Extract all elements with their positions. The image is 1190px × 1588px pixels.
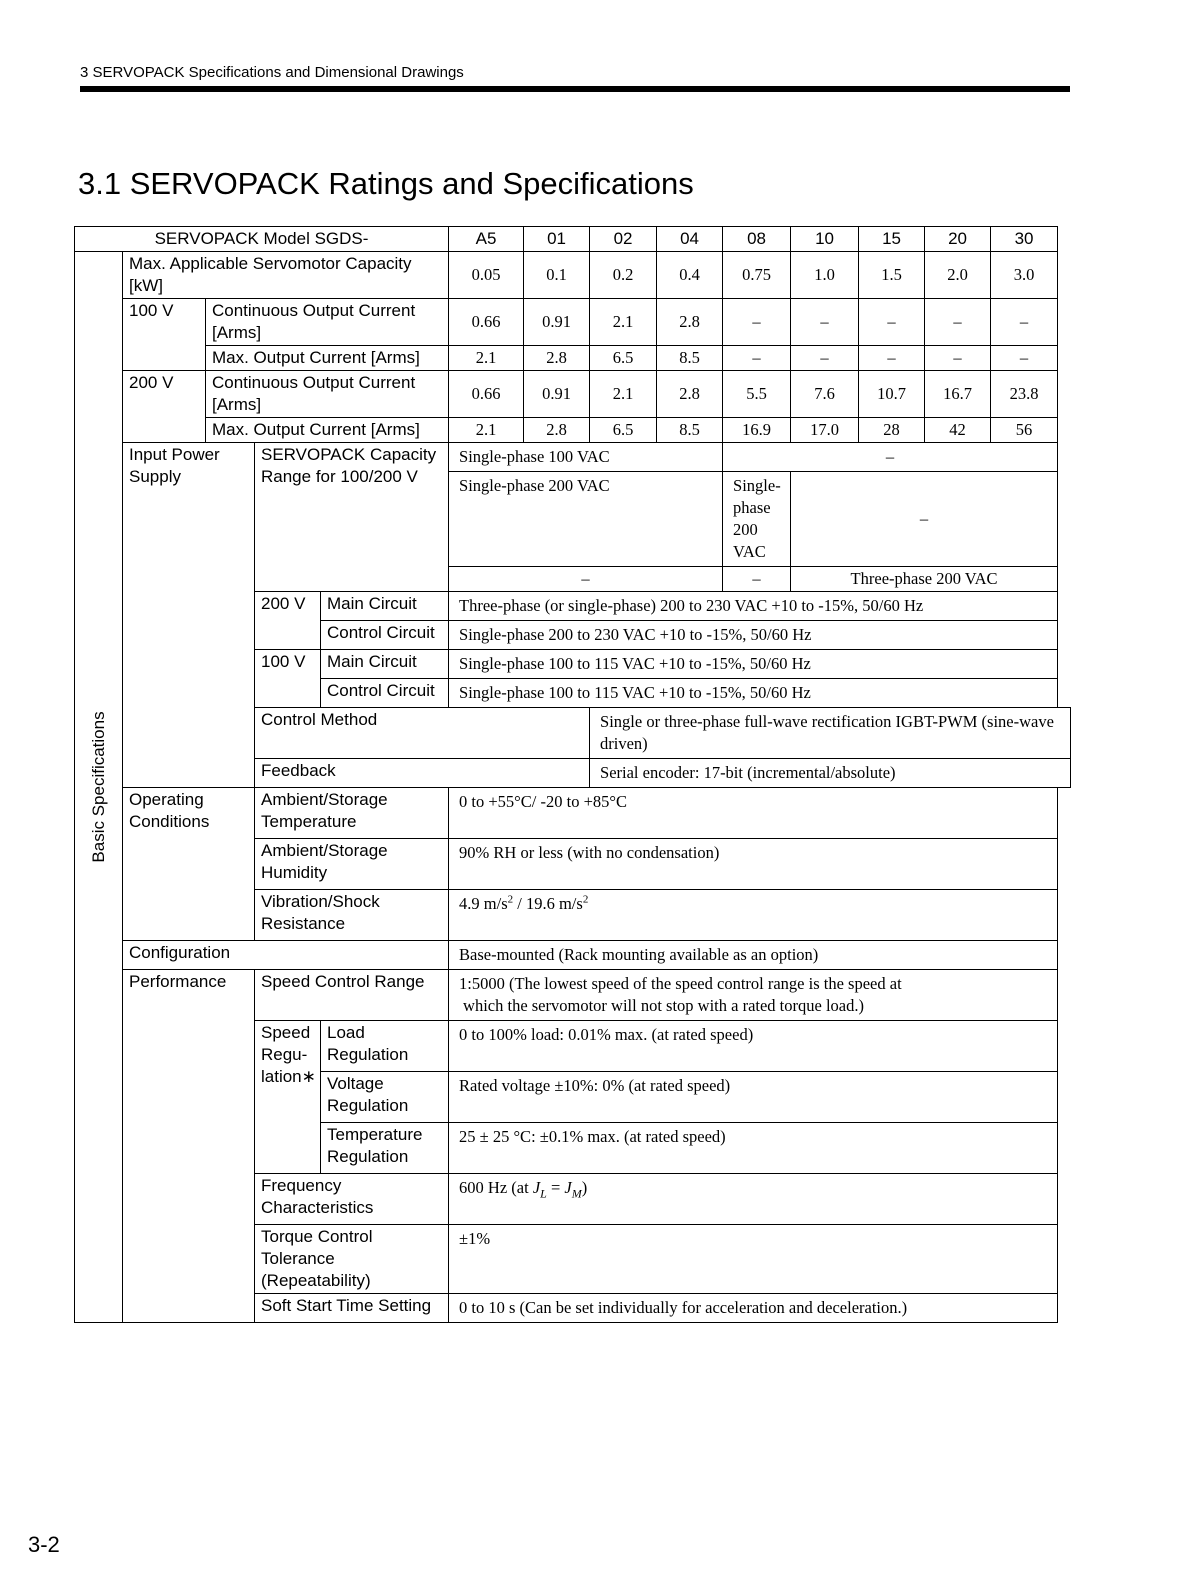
current-value: – xyxy=(723,299,791,346)
frequency-value xyxy=(449,1174,1058,1225)
current-value: – xyxy=(925,299,991,346)
table-row xyxy=(75,443,1071,472)
performance-label: Performance xyxy=(123,970,255,1323)
current-value: – xyxy=(723,346,791,371)
current-value: – xyxy=(791,299,859,346)
current-value: 7.6 xyxy=(791,371,859,418)
current-value: 5.5 xyxy=(723,371,791,418)
speed-range-line: which the servomotor will not stop with a rated torque load.) xyxy=(463,996,864,1015)
capacity-value: 0.75 xyxy=(723,252,791,299)
dash-cell: – xyxy=(791,472,1058,567)
v200-main-value: Three-phase (or single-phase) 200 to 230 VAC +10 to -15%, 50/60 Hz xyxy=(449,592,1058,621)
load-regulation-label: Load Regulation xyxy=(321,1021,449,1072)
control-circuit-label: Control Circuit xyxy=(321,621,449,650)
v200-circuit-label: 200 V xyxy=(255,592,321,650)
control-circuit-label: Control Circuit xyxy=(321,679,449,708)
page-number: 3-2 xyxy=(28,1532,60,1557)
frequency-symbol: J xyxy=(532,1178,541,1197)
frequency-symbol: J xyxy=(564,1178,572,1197)
capacity-value: 3.0 xyxy=(991,252,1058,299)
current-value: 10.7 xyxy=(859,371,925,418)
dash-cell: – xyxy=(723,567,791,592)
vibration-value xyxy=(449,890,1058,941)
current-value: 2.1 xyxy=(590,371,657,418)
v100-label: 100 V xyxy=(123,299,206,371)
current-value: 8.5 xyxy=(657,346,723,371)
model-cell: 20 xyxy=(925,227,991,252)
configuration-label: Configuration xyxy=(123,941,449,970)
model-cell: 30 xyxy=(991,227,1058,252)
capacity-value: 1.0 xyxy=(791,252,859,299)
table-row xyxy=(75,941,1071,970)
vibration-part: / 19.6 m/s xyxy=(513,894,583,913)
running-header: 3 SERVOPACK Specifications and Dimensional Drawings xyxy=(80,64,464,81)
model-cell: A5 xyxy=(449,227,524,252)
table-row xyxy=(75,252,1071,299)
current-value: 2.8 xyxy=(657,299,723,346)
control-method-label: Control Method xyxy=(255,708,590,759)
current-value: 2.8 xyxy=(657,371,723,418)
speed-regulation-label: Speed Regu- lation∗ xyxy=(255,1021,321,1174)
capacity-value: 1.5 xyxy=(859,252,925,299)
current-value: 6.5 xyxy=(590,418,657,443)
three-200-range: Three-phase 200 VAC xyxy=(791,567,1058,592)
model-cell: 04 xyxy=(657,227,723,252)
single-200-range: Single-phase 200 VAC xyxy=(449,472,723,567)
load-regulation-value: 0 to 100% load: 0.01% max. (at rated speed) xyxy=(449,1021,1058,1072)
v200-label: 200 V xyxy=(123,371,206,443)
torque-value: ±1% xyxy=(449,1225,1058,1294)
frequency-part: 600 Hz (at xyxy=(459,1178,533,1197)
speed-range-value xyxy=(449,970,1058,1021)
single-100-range: Single-phase 100 VAC xyxy=(449,443,723,472)
current-value: 2.1 xyxy=(590,299,657,346)
current-value: 8.5 xyxy=(657,418,723,443)
dash-cell: – xyxy=(449,567,723,592)
current-value: 0.66 xyxy=(449,371,524,418)
current-value: 2.8 xyxy=(524,418,590,443)
current-value: 2.1 xyxy=(449,418,524,443)
control-method-value: Single or three-phase full-wave rectification IGBT-PWM (sine-wave driven) xyxy=(590,708,1071,759)
table-row xyxy=(75,788,1071,839)
cont-current-label: Continuous Output Current [Arms] xyxy=(206,299,449,346)
max-current-label: Max. Output Current [Arms] xyxy=(206,346,449,371)
temperature-regulation-label: Temperature Regulation xyxy=(321,1123,449,1174)
model-cell: 02 xyxy=(590,227,657,252)
table-row xyxy=(75,299,1071,346)
current-value: – xyxy=(791,346,859,371)
model-label: SERVOPACK Model SGDS- xyxy=(75,227,449,252)
feedback-value: Serial encoder: 17-bit (incremental/absolute) xyxy=(590,759,1071,788)
capacity-value: 0.1 xyxy=(524,252,590,299)
table-row xyxy=(75,418,1071,443)
current-value: 6.5 xyxy=(590,346,657,371)
header-rule xyxy=(80,86,1070,92)
soft-start-label: Soft Start Time Setting xyxy=(255,1294,449,1323)
current-value: – xyxy=(859,346,925,371)
subscript: M xyxy=(571,1186,582,1201)
capacity-value: 0.4 xyxy=(657,252,723,299)
current-value: 16.9 xyxy=(723,418,791,443)
temp-value: 0 to +55°C/ -20 to +85°C xyxy=(449,788,1058,839)
capacity-value: 0.2 xyxy=(590,252,657,299)
voltage-regulation-value: Rated voltage ±10%: 0% (at rated speed) xyxy=(449,1072,1058,1123)
main-circuit-label: Main Circuit xyxy=(321,650,449,679)
current-value: 28 xyxy=(859,418,925,443)
model-cell: 10 xyxy=(791,227,859,252)
side-label: Basic Specifications xyxy=(88,711,108,863)
current-value: 0.91 xyxy=(524,371,590,418)
current-value: – xyxy=(925,346,991,371)
input-power-label: Input Power Supply xyxy=(123,443,255,788)
v100-main-value: Single-phase 100 to 115 VAC +10 to -15%, 50/60 Hz xyxy=(449,650,1058,679)
vibration-part: 4.9 m/s xyxy=(459,894,508,913)
configuration-value: Base-mounted (Rack mounting available as an option) xyxy=(449,941,1058,970)
operating-label: Operating Conditions xyxy=(123,788,255,941)
spec-table xyxy=(74,226,1071,1323)
current-value: 56 xyxy=(991,418,1058,443)
subscript: L xyxy=(540,1186,547,1201)
current-value: – xyxy=(859,299,925,346)
torque-label: Torque Control Tolerance (Repeatability) xyxy=(255,1225,449,1294)
frequency-part: ) xyxy=(581,1178,588,1197)
frequency-label: Frequency Characteristics xyxy=(255,1174,449,1225)
single-200-narrow: Single-phase 200 VAC xyxy=(723,472,791,567)
superscript: 2 xyxy=(582,893,589,906)
max-current-label: Max. Output Current [Arms] xyxy=(206,418,449,443)
temperature-regulation-value: 25 ± 25 °C: ±0.1% max. (at rated speed) xyxy=(449,1123,1058,1174)
vibration-label: Vibration/Shock Resistance xyxy=(255,890,449,941)
current-value: 0.91 xyxy=(524,299,590,346)
humidity-value: 90% RH or less (with no condensation) xyxy=(449,839,1058,890)
table-row xyxy=(75,371,1071,418)
capacity-value: 0.05 xyxy=(449,252,524,299)
feedback-label: Feedback xyxy=(255,759,590,788)
superscript: 2 xyxy=(507,893,514,906)
section-title: 3.1 SERVOPACK Ratings and Specifications xyxy=(78,166,694,201)
model-cell: 01 xyxy=(524,227,590,252)
current-value: – xyxy=(991,346,1058,371)
temp-label: Ambient/Storage Temperature xyxy=(255,788,449,839)
humidity-label: Ambient/Storage Humidity xyxy=(255,839,449,890)
voltage-regulation-label: Voltage Regulation xyxy=(321,1072,449,1123)
model-cell: 08 xyxy=(723,227,791,252)
current-value: 2.8 xyxy=(524,346,590,371)
main-circuit-label: Main Circuit xyxy=(321,592,449,621)
cont-current-label: Continuous Output Current [Arms] xyxy=(206,371,449,418)
current-value: 16.7 xyxy=(925,371,991,418)
current-value: 2.1 xyxy=(449,346,524,371)
capacity-label: Max. Applicable Servomotor Capacity [kW] xyxy=(123,252,449,299)
table-header-row xyxy=(75,227,1071,252)
servopack-capacity-label: SERVOPACK Capacity Range for 100/200 V xyxy=(255,443,449,592)
table-row xyxy=(75,346,1071,371)
v100-circuit-label: 100 V xyxy=(255,650,321,708)
v100-control-value: Single-phase 100 to 115 VAC +10 to -15%, 50/60 Hz xyxy=(449,679,1058,708)
frequency-part: = xyxy=(546,1178,565,1197)
current-value: 42 xyxy=(925,418,991,443)
capacity-value: 2.0 xyxy=(925,252,991,299)
speed-range-label: Speed Control Range xyxy=(255,970,449,1021)
current-value: 17.0 xyxy=(791,418,859,443)
side-label-cell xyxy=(75,252,123,1323)
current-value: 23.8 xyxy=(991,371,1058,418)
current-value: – xyxy=(991,299,1058,346)
soft-start-value: 0 to 10 s (Can be set individually for acceleration and deceleration.) xyxy=(449,1294,1058,1323)
v200-control-value: Single-phase 200 to 230 VAC +10 to -15%, 50/60 Hz xyxy=(449,621,1058,650)
table-row xyxy=(75,970,1071,1021)
current-value: 0.66 xyxy=(449,299,524,346)
dash-cell: – xyxy=(723,443,1058,472)
model-cell: 15 xyxy=(859,227,925,252)
speed-range-line: 1:5000 (The lowest speed of the speed control range is the speed at xyxy=(459,974,902,993)
